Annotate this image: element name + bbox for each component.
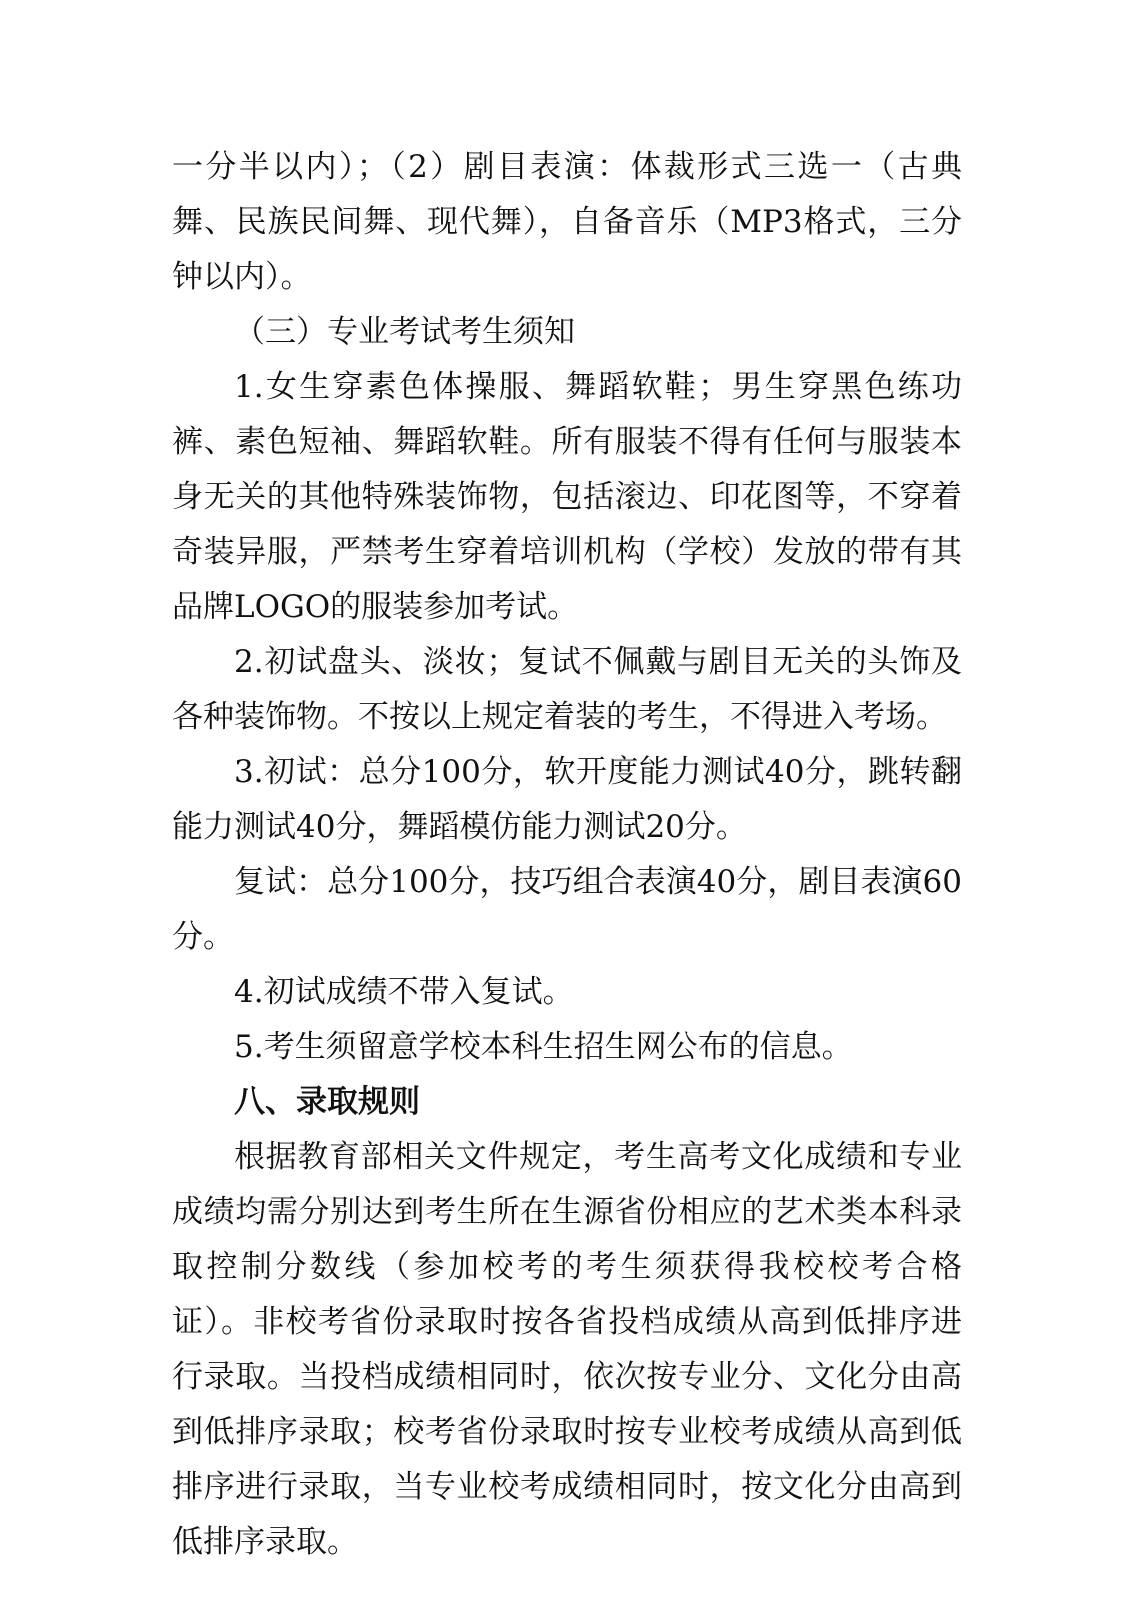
paragraph-admission-rules: 根据教育部相关文件规定，考生高考文化成绩和专业成绩均需分别达到考生所在生源省份相应的艺术类本科录取控制分数线（参加校考的考生须获得我校校考合格证）。非校考省份录取时按各省投档成绩从高到低排序进行录取。当投档成绩相同时，依次按专业分、文化分由高到低排序录取；校考省份录取时按专业校考成绩从高到低排序进行录取，当专业校考成绩相同时，按文化分由高到低排序录取。 xyxy=(172,1139,962,1560)
paragraph-continuation: 一分半以内）；（2）剧目表演：体裁形式三选一（古典舞、民族民间舞、现代舞），自备音乐（MP3格式，三分钟以内）。 xyxy=(172,149,962,295)
notice-item-3: 3.初试：总分100分，软开度能力测试40分，跳转翻能力测试40分，舞蹈模仿能力测试20分。 xyxy=(172,754,962,845)
notice-item-3-retest: 复试：总分100分，技巧组合表演40分，剧目表演60分。 xyxy=(172,864,962,955)
section-heading-admission-rules: 八、录取规则 xyxy=(234,1084,420,1120)
notice-item-5: 5.考生须留意学校本科生招生网公布的信息。 xyxy=(234,1029,853,1065)
notice-item-4: 4.初试成绩不带入复试。 xyxy=(234,974,574,1010)
document-body xyxy=(172,140,962,1570)
notice-item-1: 1.女生穿素色体操服、舞蹈软鞋；男生穿黑色练功裤、素色短袖、舞蹈软鞋。所有服装不得有任何与服装本身无关的其他特殊装饰物，包括滚边、印花图等，不穿着奇装异服，严禁考生穿着培训机构（学校）发放的带有其品牌LOGO的服装参加考试。 xyxy=(172,369,962,625)
subheading-exam-notice: （三）专业考试考生须知 xyxy=(234,314,575,350)
notice-item-2: 2.初试盘头、淡妆；复试不佩戴与剧目无关的头饰及各种装饰物。不按以上规定着装的考生，不得进入考场。 xyxy=(172,644,962,735)
